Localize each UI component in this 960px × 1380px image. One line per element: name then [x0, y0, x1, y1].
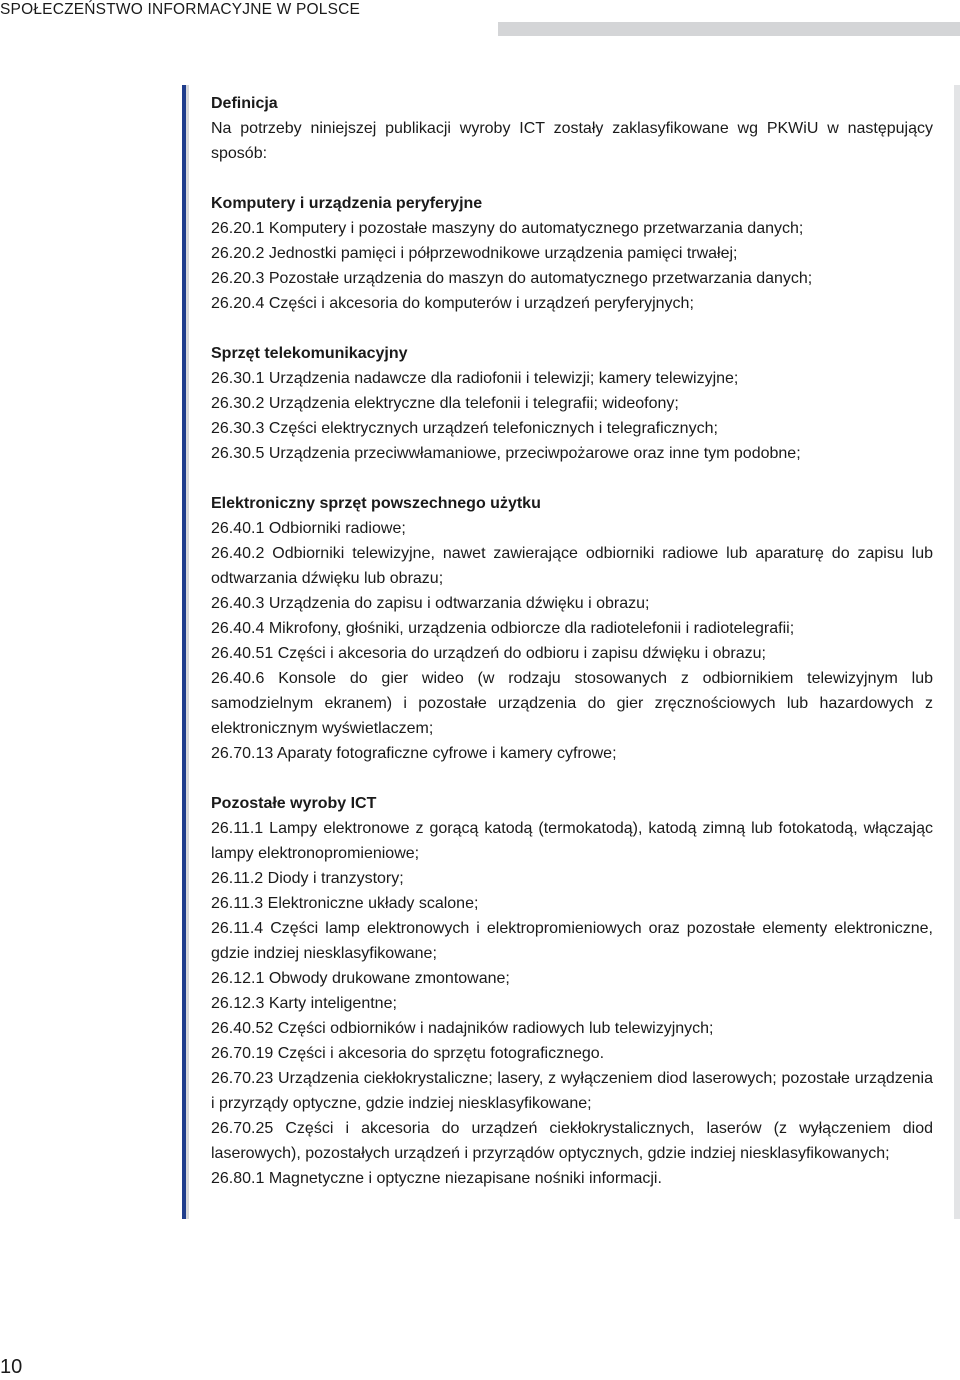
publication-title: SPOŁECZEŃSTWO INFORMACYJNE W POLSCE: [0, 1, 361, 18]
list-item: 26.30.2 Urządzenia elektryczne dla telefonii i telegrafii; wideofony;: [211, 395, 679, 412]
list-item: 26.11.4 Części lamp elektronowych i elektropromieniowych oraz pozostałe elementy elektroniczne, gdzie indziej niesklasyfikowane;: [211, 920, 933, 962]
list-item: 26.12.3 Karty inteligentne;: [211, 995, 397, 1012]
list-item: 26.20.4 Części i akcesoria do komputerów i urządzeń peryferyjnych;: [211, 295, 694, 312]
section-title-computers: Komputery i urządzenia peryferyjne: [211, 195, 483, 212]
list-item: 26.40.4 Mikrofony, głośniki, urządzenia odbiorcze dla radiotelefonii i radiotelegrafii;: [211, 620, 795, 637]
list-item: 26.40.6 Konsole do gier wideo (w rodzaju stosowanych z odbiornikiem telewizyjnym lub samodzielnym ekranem) i pozostałe urządzenia do gier zręcznościowych lub hazardowych z elektronicznym wyświetlaczem;: [211, 670, 933, 737]
page-number: 10: [0, 1356, 23, 1378]
section-title-other-ict: Pozostałe wyroby ICT: [211, 795, 377, 812]
list-item: 26.12.1 Obwody drukowane zmontowane;: [211, 970, 510, 987]
list-item: 26.30.5 Urządzenia przeciwwłamaniowe, przeciwpożarowe oraz inne tym podobne;: [211, 445, 801, 462]
list-item: 26.30.1 Urządzenia nadawcze dla radiofonii i telewizji; kamery telewizyjne;: [211, 370, 739, 387]
list-item: 26.70.23 Urządzenia ciekłokrystaliczne; lasery, z wyłączeniem diod laserowych; pozostałe urządzenia i przyrządy optyczne, gdzie indziej niesklasyfikowane;: [211, 1070, 933, 1112]
list-item: 26.20.2 Jednostki pamięci i półprzewodnikowe urządzenia pamięci trwałej;: [211, 245, 738, 262]
list-item: 26.80.1 Magnetyczne i optyczne niezapisane nośniki informacji.: [211, 1170, 662, 1187]
list-item: 26.40.51 Części i akcesoria do urządzeń do odbioru i zapisu dźwięku i obrazu;: [211, 645, 766, 662]
list-item: 26.11.1 Lampy elektronowe z gorącą katodą (termokatodą), katodą zimną lub fotokatodą, włączając lampy elektronopromieniowe;: [211, 820, 933, 862]
list-item: 26.20.3 Pozostałe urządzenia do maszyn do automatycznego przetwarzania danych;: [211, 270, 813, 287]
list-item: 26.20.1 Komputery i pozostałe maszyny do automatycznego przetwarzania danych;: [211, 220, 804, 237]
list-item: 26.70.25 Części i akcesoria do urządzeń ciekłokrystalicznych, laserów (z wyłączeniem diod laserowych), pozostałych urządzeń i przyrządów optycznych, gdzie indziej niesklasyfikowanych;: [211, 1120, 933, 1162]
box-grey-stripe: [186, 85, 189, 1219]
box-right-edge: [954, 85, 960, 1219]
list-item: 26.40.2 Odbiorniki telewizyjne, nawet zawierające odbiorniki radiowe lub aparaturę do zapisu lub odtwarzania dźwięku lub obrazu;: [211, 545, 933, 587]
section-title-consumer-electronics: Elektroniczny sprzęt powszechnego użytku: [211, 495, 541, 512]
definition-intro: Na potrzeby niniejszej publikacji wyroby ICT zostały zaklasyfikowane wg PKWiU w następujący sposób:: [211, 120, 933, 162]
definition-heading: Definicja: [211, 95, 278, 112]
list-item: 26.40.3 Urządzenia do zapisu i odtwarzania dźwięku i obrazu;: [211, 595, 650, 612]
list-item: 26.40.52 Części odbiorników i nadajników radiowych lub telewizyjnych;: [211, 1020, 714, 1037]
list-item: 26.11.3 Elektroniczne układy scalone;: [211, 895, 479, 912]
running-header: [0, 0, 960, 22]
section-title-telecom: Sprzęt telekomunikacyjny: [211, 345, 408, 362]
list-item: 26.70.13 Aparaty fotograficzne cyfrowe i kamery cyfrowe;: [211, 745, 617, 762]
list-item: 26.11.2 Diody i tranzystory;: [211, 870, 404, 887]
list-item: 26.40.1 Odbiorniki radiowe;: [211, 520, 406, 537]
header-decorative-bar: [498, 22, 960, 36]
definition-content: [211, 91, 933, 1191]
list-item: 26.30.3 Części elektrycznych urządzeń telefonicznych i telegraficznych;: [211, 420, 718, 437]
list-item: 26.70.19 Części i akcesoria do sprzętu fotograficznego.: [211, 1045, 605, 1062]
